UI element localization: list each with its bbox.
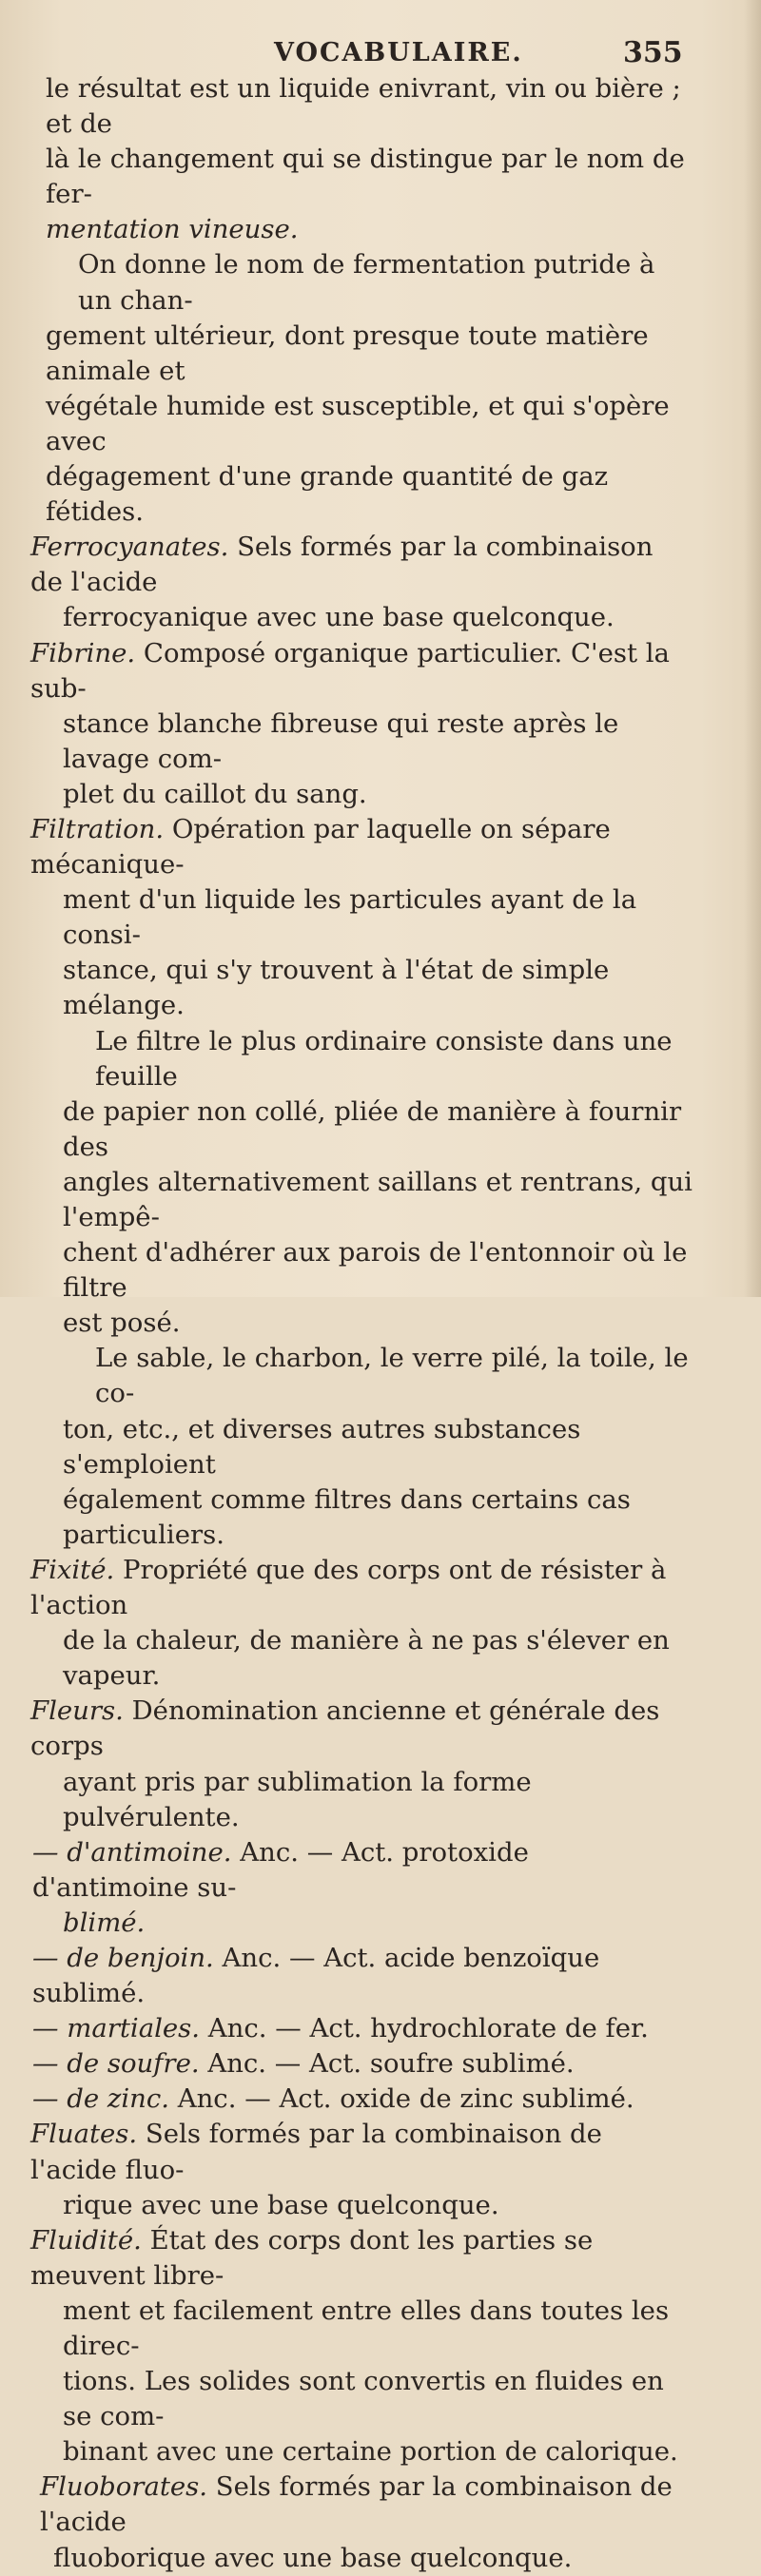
entry-zinc [32,2082,693,2117]
entry-text: État des corps dont les parties se meuvent libre- [30,2224,594,2291]
entry-headword: Fixité. [30,1554,115,1585]
text-line: là le changement qui se distingue par le nom de fer- [46,144,685,210]
text-line: le résultat est un liquide enivrant, vin ou bière ; et de [46,73,681,140]
text-line: de la chaleur, de manière à ne pas s'élever en vapeur. [63,1625,670,1692]
entry-text: Composé organique particulier. C'est la sub- [30,637,670,704]
entry-fluoborates [40,2469,693,2540]
running-title: VOCABULAIRE. [274,38,523,68]
page-header [0,21,761,68]
entry-headword: Fleurs. [30,1695,124,1727]
entry-text: Anc. — Act. acide benzoïque sublimé. [32,1942,600,2009]
text-line: On donne le nom de fermentation putride à un chan- [78,249,655,316]
entry-headword: Filtration. [30,813,165,844]
entry-text: Propriété que des corps ont de résister à l'action [30,1554,667,1621]
text-line: ment d'un liquide les particules ayant de la consi- [63,884,637,951]
entry-headword: — de soufre. [32,2048,200,2080]
text-line: ayant pris par sublimation la forme pulvérulente. [63,1766,532,1832]
entry-fibrine [30,636,693,707]
text-line: chent d'adhérer aux parois de l'entonnoir où le filtre [63,1237,688,1304]
entry-headword: Fluates. [30,2119,138,2150]
text-line: est posé. [63,1307,181,1339]
text-line: plet du caillot du sang. [63,778,367,809]
text-line: de papier non collé, pliée de manière à fournir des [63,1095,682,1162]
entry-text: Anc. — Act. soufre sublimé. [199,2048,575,2080]
text-line: mentation vineuse. [46,214,299,245]
text-line: binant avec une certaine portion de calorique. [63,2436,678,2468]
entry-headword: — martiales. [32,2013,201,2044]
page-number: 355 [623,36,683,69]
page-edge-shadow [744,0,761,1297]
entry-text: Sels formés par la combinaison de l'acide [30,532,654,598]
text-line: également comme filtres dans certains cas particuliers. [63,1483,631,1550]
entry-headword: — de benjoin. [32,1942,214,1973]
text-line: ton, etc., et diverses autres substances s'emploient [63,1413,581,1480]
entry-text: Dénomination ancienne et générale des corps [30,1695,660,1762]
text-line: Le sable, le charbon, le verre pilé, la toile, le co- [95,1343,689,1409]
text-line: blimé. [63,1907,146,1938]
entry-headword: Ferrocyanates. [30,532,229,563]
entry-headword: Fluoborates. [40,2471,208,2503]
entry-benjoin [32,1941,693,2011]
entry-text: Anc. — Act. protoxide d'antimoine su- [32,1836,529,1903]
entry-fluidite [30,2223,693,2294]
text-line: tions. Les solides sont convertis en fluides en se com- [63,2366,664,2432]
entry-text: Anc. — Act. hydrochlorate de fer. [200,2013,649,2044]
entry-ferrocyanates [30,530,693,600]
entry-soufre [32,2046,693,2082]
entry-fleurs [30,1694,693,1764]
text-line: stance, qui s'y trouvent à l'état de simple mélange. [63,955,610,1021]
entry-fixite [30,1553,693,1623]
text-line: dégagement d'une grande quantité de gaz fétides. [46,461,609,528]
text-line: ferrocyanique avec une base quelconque. [63,602,615,633]
text-line: Le filtre le plus ordinaire consiste dans une feuille [95,1025,673,1092]
entry-filtration [30,812,693,882]
entry-headword: — de zinc. [32,2083,169,2115]
entry-fluates [30,2117,693,2187]
entry-headword: — d'antimoine. [32,1836,232,1868]
text-line: stance blanche fibreuse qui reste après le lavage com- [63,707,619,774]
entry-headword: Fibrine. [30,637,136,668]
page-body [30,71,693,2576]
entry-martiales [32,2011,693,2046]
text-line: végétale humide est susceptible, et qui s'opère avec [46,390,670,456]
entry-text: Anc. — Act. oxide de zinc sublimé. [169,2083,634,2115]
text-line: angles alternativement saillans et rentrans, qui l'empê- [63,1166,693,1232]
entry-antimoine [32,1835,693,1906]
entry-headword: Fluidité. [30,2224,142,2256]
text-line: gement ultérieur, dont presque toute matière animale et [46,320,649,386]
entry-text: Sels formés par la combinaison de l'acide fluo- [30,2119,602,2185]
text-line: rique avec une base quelconque. [63,2189,499,2220]
entry-text: Sels formés par la combinaison de l'acide [40,2471,673,2538]
entry-text: Opération par laquelle on sépare mécanique- [30,813,611,881]
text-line: fluoborique avec une base quelconque. [53,2542,573,2573]
text-line: ment et facilement entre elles dans toutes les direc- [63,2295,670,2361]
